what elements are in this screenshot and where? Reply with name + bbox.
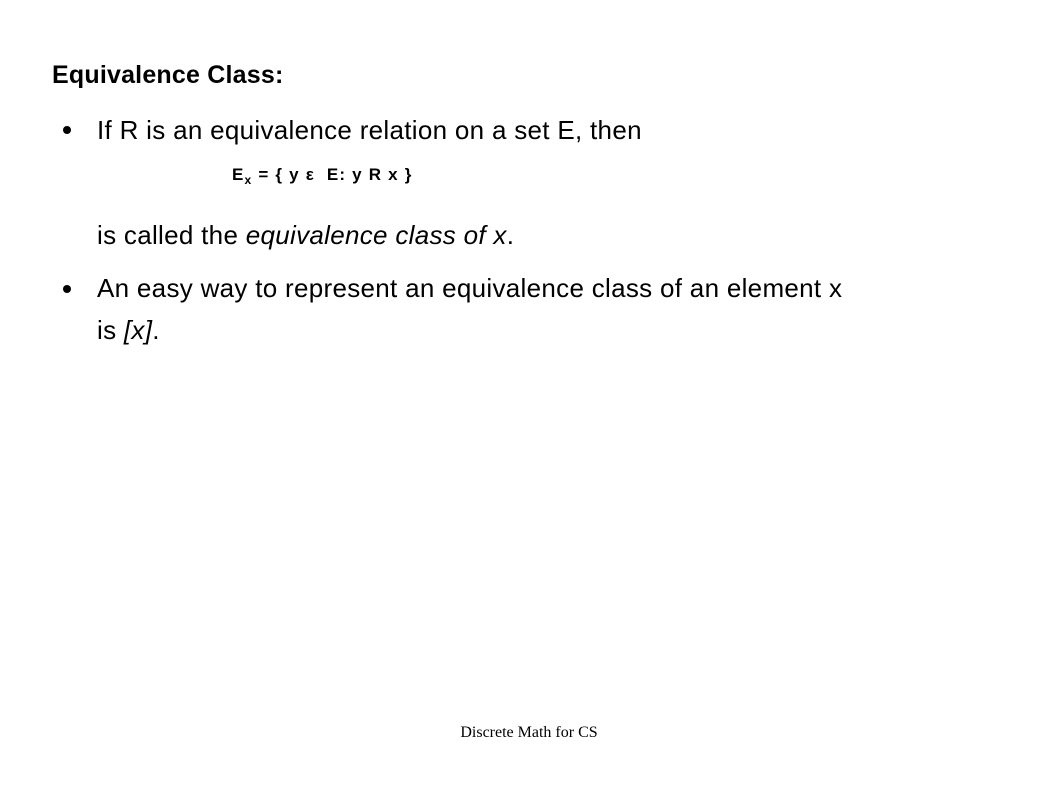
formula-base: E	[232, 165, 245, 184]
bullet-2-line2-italic: [x]	[123, 315, 153, 345]
bullet-1-tail-prefix: is called the	[97, 220, 246, 250]
bullet-1-continuation	[97, 218, 514, 252]
bullet-2-continuation	[97, 313, 160, 347]
formula-subscript: x	[244, 173, 253, 187]
bullet-2-line2-prefix: is	[97, 315, 124, 345]
slide-footer: Discrete Math for CS	[460, 724, 598, 741]
bullet-2-text: An easy way to represent an equivalence class of an element x	[97, 273, 843, 303]
bullet-dot-2	[63, 285, 71, 293]
slide-heading: Equivalence Class:	[52, 61, 284, 89]
formula-rest: = { y ε E: y R x }	[252, 165, 413, 184]
bullet-dot-1	[63, 126, 71, 134]
bullet-2-line2-suffix: .	[152, 315, 160, 345]
bullet-1-text: If R is an equivalence relation on a set E, then	[97, 115, 642, 145]
bullet-1-tail-italic: equivalence class of x	[245, 220, 507, 250]
equivalence-class-formula	[232, 163, 413, 187]
bullet-1-tail-suffix: .	[506, 220, 515, 250]
